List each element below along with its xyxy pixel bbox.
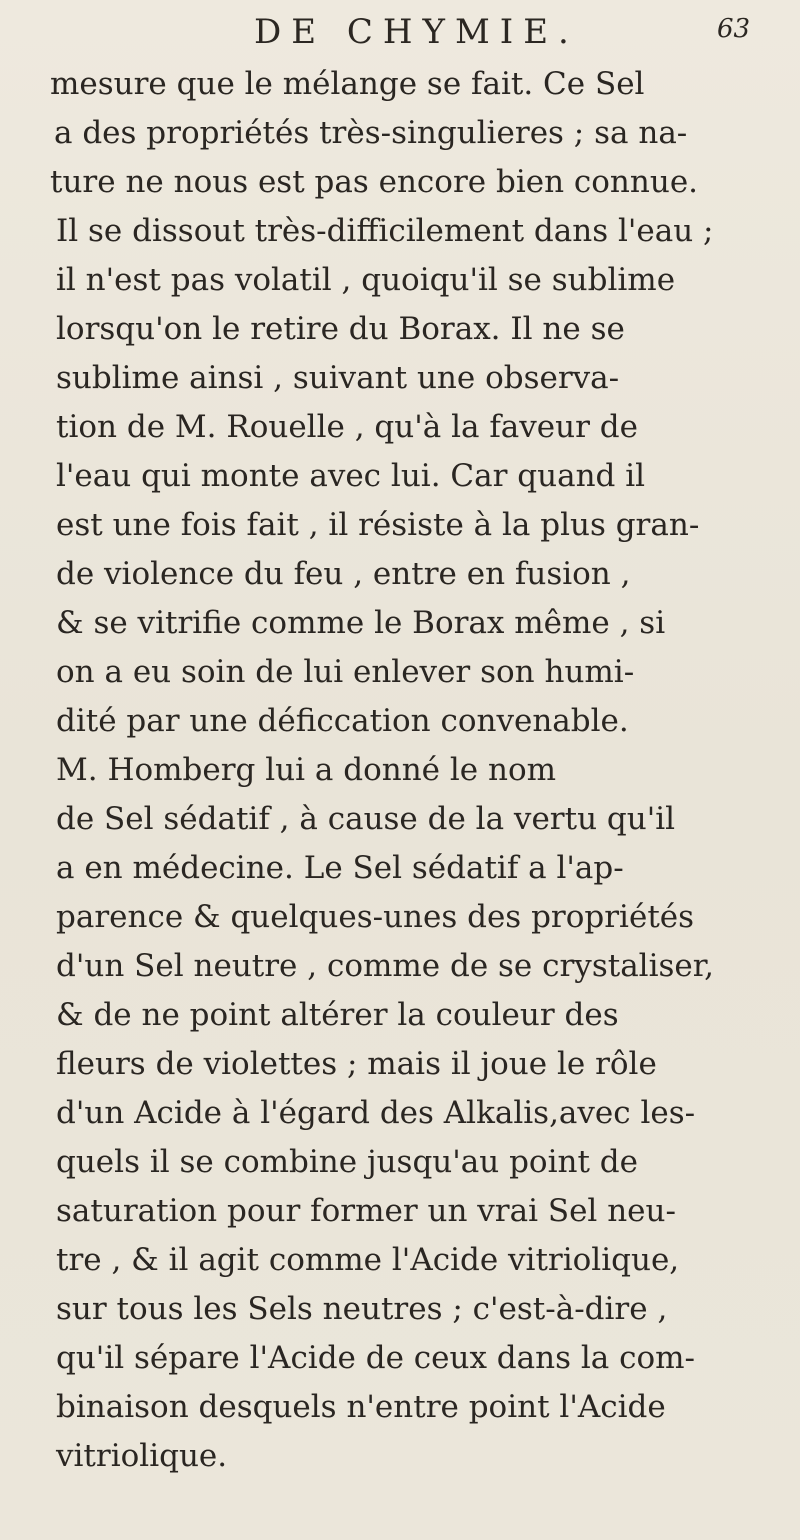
text-line: il n'est pas volatil , quoiqu'il se sublime bbox=[56, 262, 676, 298]
text-line: tre , & il agit comme l'Acide vitriolique, bbox=[56, 1242, 680, 1278]
page-header bbox=[0, 8, 800, 58]
text-line: quels il se combine jusqu'au point de bbox=[56, 1144, 638, 1180]
text-line: Il se dissout très-difficilement dans l'eau ; bbox=[56, 213, 714, 249]
text-line: sublime ainsi , suivant une observa- bbox=[56, 360, 620, 396]
text-line: est une fois fait , il résiste à la plus gran- bbox=[56, 507, 700, 543]
text-line: d'un Sel neutre , comme de se crystaliser, bbox=[56, 948, 715, 984]
text-line: a en médecine. Le Sel sédatif a l'ap- bbox=[56, 850, 624, 886]
text-line: l'eau qui monte avec lui. Car quand il bbox=[56, 458, 646, 494]
text-line: qu'il sépare l'Acide de ceux dans la com- bbox=[56, 1340, 696, 1376]
text-line: ture ne nous est pas encore bien connue. bbox=[50, 164, 699, 200]
text-line: d'un Acide à l'égard des Alkalis,avec les- bbox=[56, 1095, 696, 1131]
text-line: dité par une déficcation convenable. bbox=[56, 703, 629, 739]
page-number: 63 bbox=[717, 14, 751, 44]
running-title: DE CHYMIE. bbox=[254, 12, 579, 52]
text-line: & de ne point altérer la couleur des bbox=[56, 997, 619, 1033]
text-line: parence & quelques-unes des propriétés bbox=[56, 899, 695, 935]
text-line: & se vitrifie comme le Borax même , si bbox=[56, 605, 666, 641]
text-line: de Sel sédatif , à cause de la vertu qu'il bbox=[56, 801, 676, 837]
text-line: binaison desquels n'entre point l'Acide bbox=[56, 1389, 666, 1425]
text-line: vitriolique. bbox=[56, 1438, 228, 1474]
text-line: tion de M. Rouelle , qu'à la faveur de bbox=[56, 409, 638, 445]
text-line: mesure que le mélange se fait. Ce Sel bbox=[50, 66, 645, 102]
text-line: sur tous les Sels neutres ; c'est-à-dire , bbox=[56, 1291, 668, 1327]
text-line: lorsqu'on le retire du Borax. Il ne se bbox=[56, 311, 625, 347]
body-text bbox=[50, 60, 780, 1481]
text-line: on a eu soin de lui enlever son humi- bbox=[56, 654, 635, 690]
text-line: de violence du feu , entre en fusion , bbox=[56, 556, 631, 592]
text-line: a des propriétés très-singulieres ; sa na- bbox=[54, 115, 688, 151]
text-line: fleurs de violettes ; mais il joue le rôle bbox=[56, 1046, 657, 1082]
text-line: M. Homberg lui a donné le nom bbox=[56, 752, 557, 788]
text-line: saturation pour former un vrai Sel neu- bbox=[56, 1193, 676, 1229]
